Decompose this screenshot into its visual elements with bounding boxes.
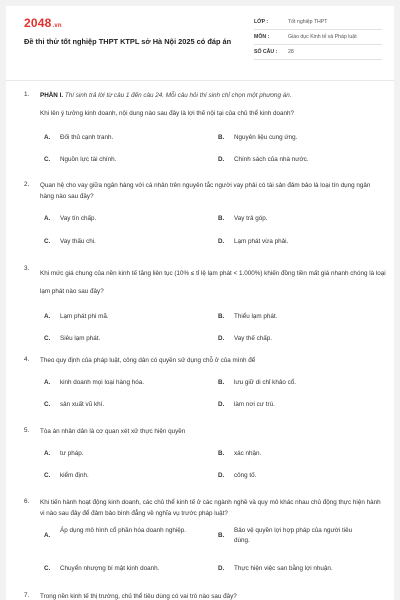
question-text: Theo quy định của pháp luật, công dân có quyền sử dụng chỗ ở của mình để [40,357,256,364]
question-number: 3. [24,265,30,272]
option-letter: B. [218,379,225,386]
option-text: Nguồn lực tài chính. [60,156,117,163]
question-text: Khi tiến hành hoạt động kinh doanh, các chủ thể kinh tế ở các ngành nghề và quy mô khác nhau chủ động thực hiện hành vi nào sau đây để đảm bảo bình đẳng về nghĩa vụ trước pháp luật? [40,499,381,517]
meta-key: LỚP : [254,19,269,25]
meta-row-count [254,45,382,60]
question-number: 4. [24,356,30,363]
option-text: Vay trả góp. [234,215,268,222]
option-text: tư pháp. [60,450,84,457]
meta-row-subject [254,30,382,45]
option-text: Lạm phát phi mã. [60,313,109,320]
part-label: PHẦN I. [40,92,64,99]
option-text: làm nơi cư trú. [234,401,275,408]
option-text: Siêu lạm phát. [60,335,101,342]
document-page [6,6,394,600]
option-text: kiểm định. [60,472,89,479]
question-text: Quan hệ cho vay giữa ngân hàng với cá nhân trên nguyên tắc người vay phải có tài sản đảm bảo là loại tín dụng ngân hàng nào sau đây? [40,182,371,200]
option-letter: D. [218,472,225,479]
meta-key: SỐ CÂU : [254,49,278,55]
option-text: Chuyển nhượng bí mật kinh doanh. [60,565,160,572]
question-number: 2. [24,181,30,188]
meta-value: 28 [288,49,294,55]
meta-info [254,15,382,60]
option-letter: B. [218,134,225,141]
question-number: 5. [24,427,30,434]
option-letter: C. [44,335,51,342]
meta-key: MÔN : [254,34,270,40]
option-letter: C. [44,472,51,479]
option-text: xác nhận. [234,450,262,457]
option-text: Đối thủ cạnh tranh. [60,134,114,141]
option-letter: A. [44,215,51,222]
brand-logo[interactable] [24,16,62,30]
question-text: Tòa án nhân dân là cơ quan xét xử thực hiện quyền [40,428,186,435]
question-instruction [40,91,386,102]
question-number: 1. [24,91,30,98]
option-letter: A. [44,450,51,457]
option-letter: B. [218,313,225,320]
option-letter: C. [44,401,51,408]
option-text: Lạm phát vừa phải. [234,238,289,245]
option-letter: C. [44,238,51,245]
option-letter: D. [218,238,225,245]
meta-value: Tốt nghiệp THPT [288,19,328,25]
option-letter: B. [218,532,225,539]
question-text: Khi mức giá chung của nền kinh tế tăng liên tục (10% ≤ tỉ lệ lạm phát < 1.000%) khiến đồng tiền mất giá nhanh chóng là loại lạm phát nào sau đây? [40,270,386,295]
meta-row-class [254,15,382,30]
question-number: 6. [24,498,30,505]
option-text: Vay tín chấp. [60,215,97,222]
option-text: công tố. [234,472,257,479]
page-title: Đề thi thử tốt nghiệp THPT KTPL sở Hà Nội 2025 có đáp án [24,37,232,46]
header [6,6,394,76]
option-text: Nguyên liệu cung ứng. [234,134,298,141]
option-text: Chính sách của nhà nước. [234,156,309,163]
option-letter: D. [218,565,225,572]
question-number: 7. [24,592,30,599]
option-text: kinh doanh mọi loại hàng hóa. [60,379,145,386]
brand-name: 2048 [24,16,52,30]
option-letter: A. [44,313,51,320]
option-text: Bảo vệ quyền lợi hợp pháp của người tiêu dùng. [234,527,353,544]
option-text: Thiểu lạm phát. [234,313,278,320]
option-letter: D. [218,335,225,342]
question-text: Trong nền kinh tế thị trường, chủ thể tiêu dùng có vai trò nào sau đây? [40,593,237,600]
option-text: sản xuất vũ khí. [60,401,105,408]
option-letter: D. [218,401,225,408]
option-text: Vay thấu chi. [60,238,96,245]
option-text: Vay thế chấp. [234,335,273,342]
option-text: Áp dụng mô hình cổ phần hóa doanh nghiệp. [60,527,187,534]
option-text: Thực hiện việc san bằng lợi nhuận. [234,565,333,572]
question-text: Khi lên ý tưởng kinh doanh, nội dung nào sau đây là lợi thế nội tại của chủ thể kinh doanh? [40,110,295,117]
meta-value: Giáo dục Kinh tế và Pháp luật [288,34,357,40]
option-letter: C. [44,565,51,572]
option-letter: C. [44,156,51,163]
option-letter: A. [44,379,51,386]
instruction-text: Thí sinh trả lời từ câu 1 đến câu 24. Mỗi câu hỏi thí sinh chỉ chọn một phương án. [64,92,292,99]
option-letter: A. [44,532,51,539]
option-text: lưu giữ di chỉ khảo cổ. [234,379,296,386]
option-letter: A. [44,134,51,141]
option-letter: B. [218,215,225,222]
brand-suffix: .vn [52,23,62,29]
divider [6,80,394,81]
option-letter: D. [218,156,225,163]
option-letter: B. [218,450,225,457]
